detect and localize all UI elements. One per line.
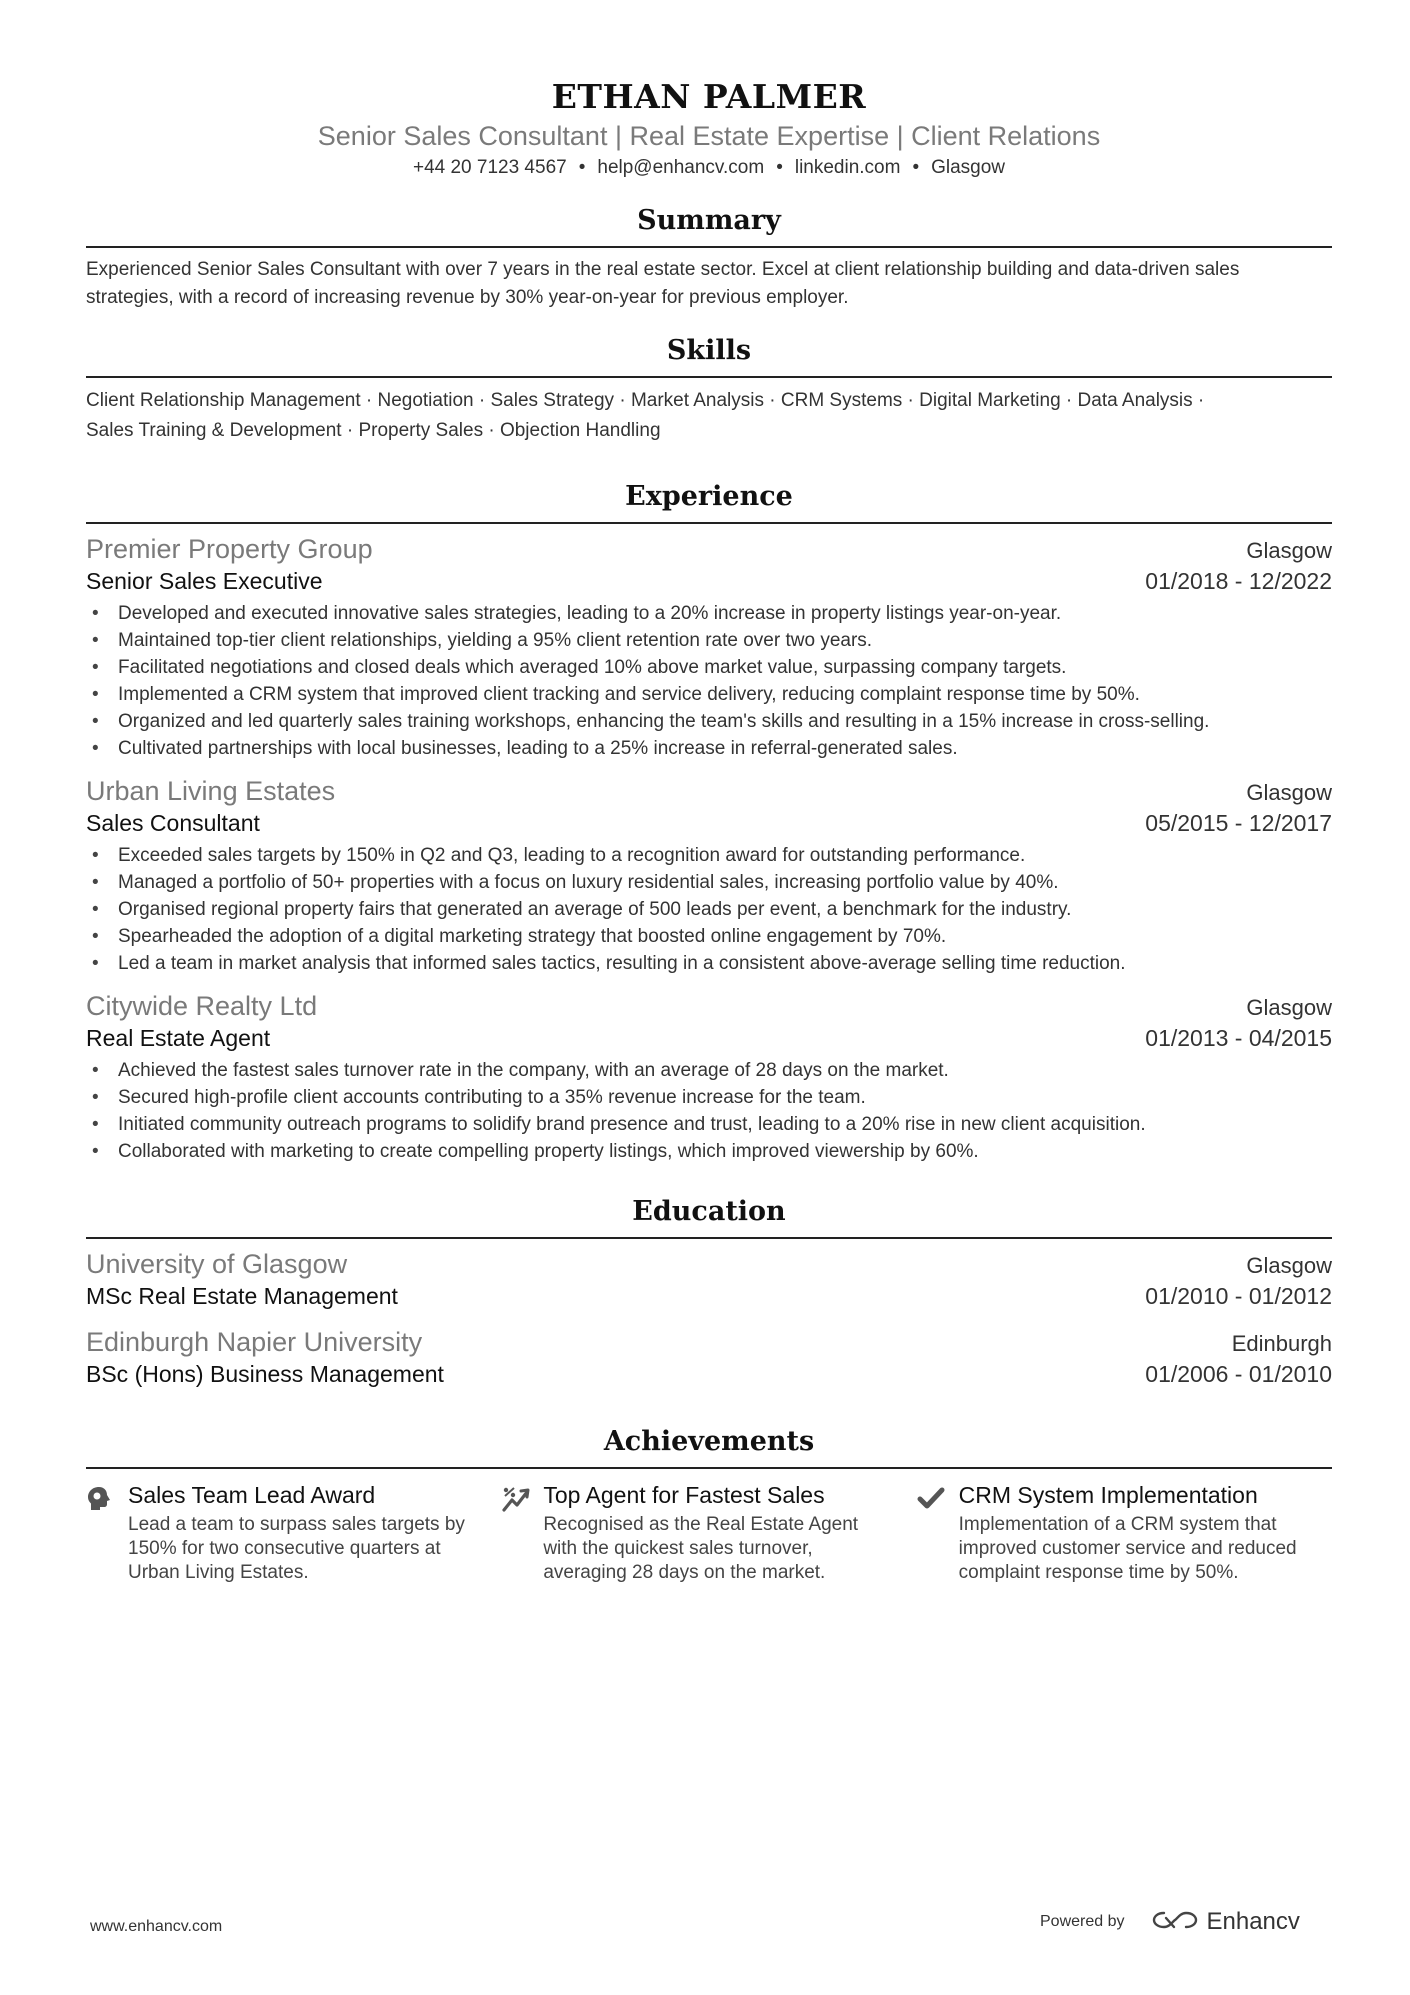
job-location: Glasgow xyxy=(1246,780,1332,805)
candidate-name: ETHAN PALMER xyxy=(551,77,867,116)
checkmark-icon xyxy=(917,1481,959,1585)
list-item: • Cultivated partnerships with local businesses, leading to a 25% increase in referral-generated sales. xyxy=(86,735,1332,762)
company-name: Urban Living Estates xyxy=(86,776,336,806)
experience-section xyxy=(86,480,1332,1165)
education-entry xyxy=(86,1325,1332,1389)
email-link[interactable]: help@enhancv.com xyxy=(597,157,765,178)
achievement-item xyxy=(501,1481,916,1585)
achievement-title: Top Agent for Fastest Sales xyxy=(543,1482,825,1508)
job-dates: 01/2018 - 12/2022 xyxy=(1145,568,1332,594)
education-dates: 01/2010 - 01/2012 xyxy=(1145,1283,1332,1309)
degree: BSc (Hons) Business Management xyxy=(86,1361,444,1387)
section-divider xyxy=(86,246,1332,248)
section-title: Experience xyxy=(625,481,793,512)
bullet-list xyxy=(86,842,1332,977)
summary-section xyxy=(86,204,1332,312)
skills-section xyxy=(86,334,1332,446)
bullet-list xyxy=(86,1057,1332,1165)
school-location: Glasgow xyxy=(1246,1253,1332,1278)
list-item: • Maintained top-tier client relationships, yielding a 95% client retention rate over two years. xyxy=(86,627,1332,654)
contact-line: +44 20 7123 4567 • help@enhancv.com • linkedin.com • Glasgow xyxy=(412,157,1006,178)
company-name: Premier Property Group xyxy=(86,534,373,564)
list-item: • Initiated community outreach programs to solidify brand presence and trust, leading to a 20% rise in new client acquisition. xyxy=(86,1111,1332,1138)
trend-percent-icon xyxy=(501,1481,543,1585)
education-section xyxy=(86,1195,1332,1389)
resume-page xyxy=(86,0,1332,1585)
job-title: Real Estate Agent xyxy=(86,1025,271,1051)
list-item: • Developed and executed innovative sales strategies, leading to a 20% increase in property listings year-on-year. xyxy=(86,600,1332,627)
section-title: Summary xyxy=(637,205,781,236)
section-title: Skills xyxy=(666,335,752,366)
location: Glasgow xyxy=(931,157,1006,178)
section-divider xyxy=(86,1237,1332,1239)
list-item: • Led a team in market analysis that informed sales tactics, resulting in a consistent above-average selling time reduction. xyxy=(86,950,1332,977)
achievement-title: CRM System Implementation xyxy=(958,1482,1258,1508)
list-item: • Facilitated negotiations and closed deals which averaged 10% above market value, surpassing company targets. xyxy=(86,654,1332,681)
skills-line: Sales Training & Development · Property Sales · Objection Handling xyxy=(86,420,661,441)
achievements-section xyxy=(86,1425,1332,1585)
achievement-item xyxy=(86,1481,501,1585)
achievement-description: Lead a team to surpass sales targets by 150% for two consecutive quarters at Urban Living Estates. xyxy=(128,1514,465,1583)
list-item: • Secured high-profile client accounts contributing to a 35% revenue increase for the team. xyxy=(86,1084,1332,1111)
list-item: • Organised regional property fairs that generated an average of 500 leads per event, a benchmark for the industry. xyxy=(86,896,1332,923)
job-location: Glasgow xyxy=(1246,995,1332,1020)
phone: +44 20 7123 4567 xyxy=(412,157,567,178)
education-dates: 01/2006 - 01/2010 xyxy=(1145,1361,1332,1387)
bullet-list xyxy=(86,600,1332,762)
headline: Senior Sales Consultant | Real Estate Expertise | Client Relations xyxy=(317,121,1101,151)
section-divider xyxy=(86,522,1332,524)
degree: MSc Real Estate Management xyxy=(86,1283,398,1309)
section-divider xyxy=(86,376,1332,378)
list-item: • Organized and led quarterly sales training workshops, enhancing the team's skills and resulting in a 15% increase in cross-selling. xyxy=(86,708,1332,735)
section-title: Achievements xyxy=(603,1426,815,1457)
school-name: Edinburgh Napier University xyxy=(86,1327,423,1357)
brand-name[interactable]: Enhancv xyxy=(1206,1908,1300,1935)
achievement-description: Recognised as the Real Estate Agent with the quickest sales turnover, averaging 28 days on the market. xyxy=(543,1514,859,1583)
achievement-title: Sales Team Lead Award xyxy=(128,1482,376,1508)
footer-website-link[interactable]: www.enhancv.com xyxy=(90,1918,223,1935)
job-dates: 01/2013 - 04/2015 xyxy=(1145,1025,1332,1051)
company-name: Citywide Realty Ltd xyxy=(86,991,318,1021)
job-entry xyxy=(86,774,1332,977)
summary-text: Experienced Senior Sales Consultant with over 7 years in the real estate sector. Excel at client relationship building and data-driven sales strategies, with a record of increasing revenue by 30% year-on-year for previous employer. xyxy=(86,259,1240,308)
job-dates: 05/2015 - 12/2017 xyxy=(1145,810,1332,836)
school-location: Edinburgh xyxy=(1231,1331,1332,1356)
education-entry xyxy=(86,1247,1332,1311)
list-item: • Collaborated with marketing to create compelling property listings, which improved viewership by 60%. xyxy=(86,1138,1332,1165)
achievement-description: Implementation of a CRM system that improved customer service and reduced complaint response time by 50%. xyxy=(958,1514,1297,1583)
enhancv-logo-icon xyxy=(1151,1909,1199,1936)
list-item: • Achieved the fastest sales turnover rate in the company, with an average of 28 days on the market. xyxy=(86,1057,1332,1084)
list-item: • Spearheaded the adoption of a digital marketing strategy that boosted online engagement by 70%. xyxy=(86,923,1332,950)
job-title: Sales Consultant xyxy=(86,810,260,836)
job-title: Senior Sales Executive xyxy=(86,568,323,594)
job-location: Glasgow xyxy=(1246,538,1332,563)
job-entry xyxy=(86,989,1332,1165)
list-item: • Managed a portfolio of 50+ properties with a focus on luxury residential sales, increasing portfolio value by 40%. xyxy=(86,869,1332,896)
head-icon xyxy=(86,1481,128,1585)
school-name: University of Glasgow xyxy=(86,1249,348,1279)
section-title: Education xyxy=(632,1196,786,1227)
linkedin-link[interactable]: linkedin.com xyxy=(794,157,901,178)
footer-branding xyxy=(1040,1908,1300,1936)
job-entry xyxy=(86,532,1332,762)
list-item: • Exceeded sales targets by 150% in Q2 and Q3, leading to a recognition award for outstanding performance. xyxy=(86,842,1332,869)
list-item: • Implemented a CRM system that improved client tracking and service delivery, reducing complaint response time by 50%. xyxy=(86,681,1332,708)
section-divider xyxy=(86,1467,1332,1469)
skills-line: Client Relationship Management · Negotiation · Sales Strategy · Market Analysis · CRM Systems · Digital Marketing · Data Analysis · xyxy=(86,390,1205,411)
powered-by-label: Powered by xyxy=(1040,1913,1125,1930)
achievement-item xyxy=(917,1481,1332,1585)
